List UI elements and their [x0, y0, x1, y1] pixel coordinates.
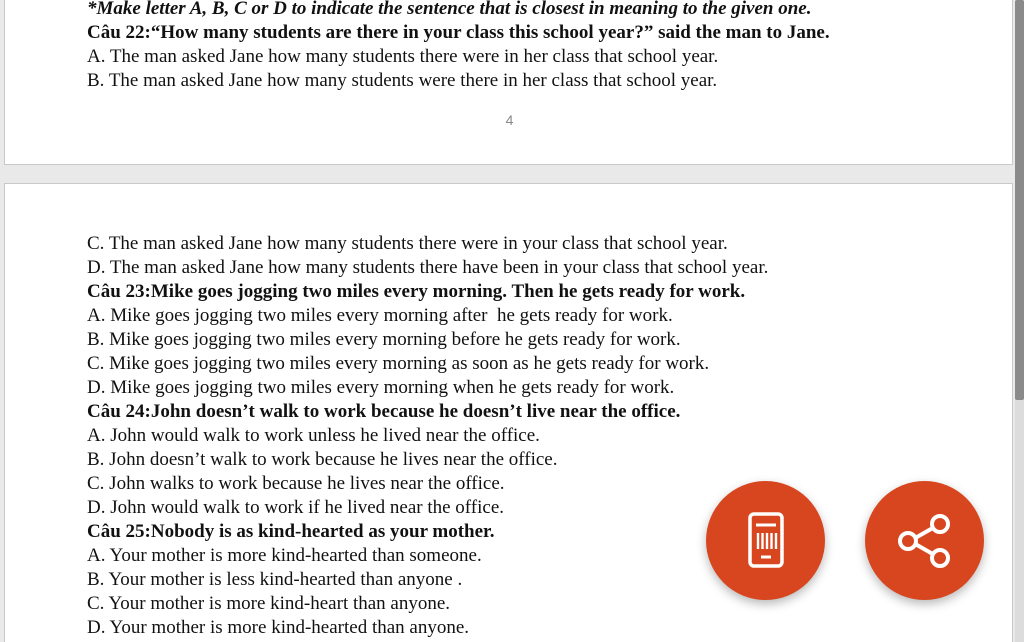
question-24-option-b: B. John doesn’t walk to work because he lives near the office. — [87, 449, 558, 470]
question-22-option-a: A. The man asked Jane how many students there were in her class that school year. — [87, 46, 719, 67]
question-25-option-a: A. Your mother is more kind-hearted than someone. — [87, 545, 482, 566]
question-23: Câu 23:Mike goes jogging two miles every morning. Then he gets ready for work. — [87, 281, 746, 302]
question-25-option-d: D. Your mother is more kind-hearted than anyone. — [87, 617, 470, 638]
page-3 — [4, 0, 1013, 165]
page-4 — [4, 183, 1013, 642]
question-25-option-c: C. Your mother is more kind-heart than anyone. — [87, 593, 451, 614]
page-number: 4 — [505, 112, 514, 128]
question-23-option-c: C. Mike goes jogging two miles every morning as soon as he gets ready for work. — [87, 353, 710, 374]
question-25-option-b: B. Your mother is less kind-hearted than anyone . — [87, 569, 463, 590]
question-23-option-b: B. Mike goes jogging two miles every morning before he gets ready for work. — [87, 329, 681, 350]
question-22-option-b: B. The man asked Jane how many students were there in her class that school year. — [87, 70, 718, 91]
question-22: Câu 22:“How many students are there in your class this school year?” said the man to Jane. — [87, 22, 830, 43]
question-23-option-a: A. Mike goes jogging two miles every morning after he gets ready for work. — [87, 305, 673, 326]
question-22-option-d: D. The man asked Jane how many students there have been in your class that school year. — [87, 257, 769, 278]
scrollbar-track[interactable] — [1015, 0, 1024, 642]
instruction-text: *Make letter A, B, C or D to indicate the sentence that is closest in meaning to the given one. — [87, 0, 812, 19]
share-button[interactable] — [865, 481, 984, 600]
scrollbar-thumb[interactable] — [1015, 0, 1024, 400]
question-24-option-d: D. John would walk to work if he lived near the office. — [87, 497, 505, 518]
share-icon — [895, 513, 955, 569]
question-25: Câu 25:Nobody is as kind-hearted as your mother. — [87, 521, 495, 542]
question-24: Câu 24:John doesn’t walk to work because he doesn’t live near the office. — [87, 401, 681, 422]
question-24-option-a: A. John would walk to work unless he lived near the office. — [87, 425, 540, 446]
document-list-button[interactable] — [706, 481, 825, 600]
document-list-icon — [744, 511, 788, 571]
question-23-option-d: D. Mike goes jogging two miles every morning when he gets ready for work. — [87, 377, 675, 398]
question-22-option-c: C. The man asked Jane how many students there were in your class that school year. — [87, 233, 728, 254]
question-24-option-c: C. John walks to work because he lives near the office. — [87, 473, 505, 494]
